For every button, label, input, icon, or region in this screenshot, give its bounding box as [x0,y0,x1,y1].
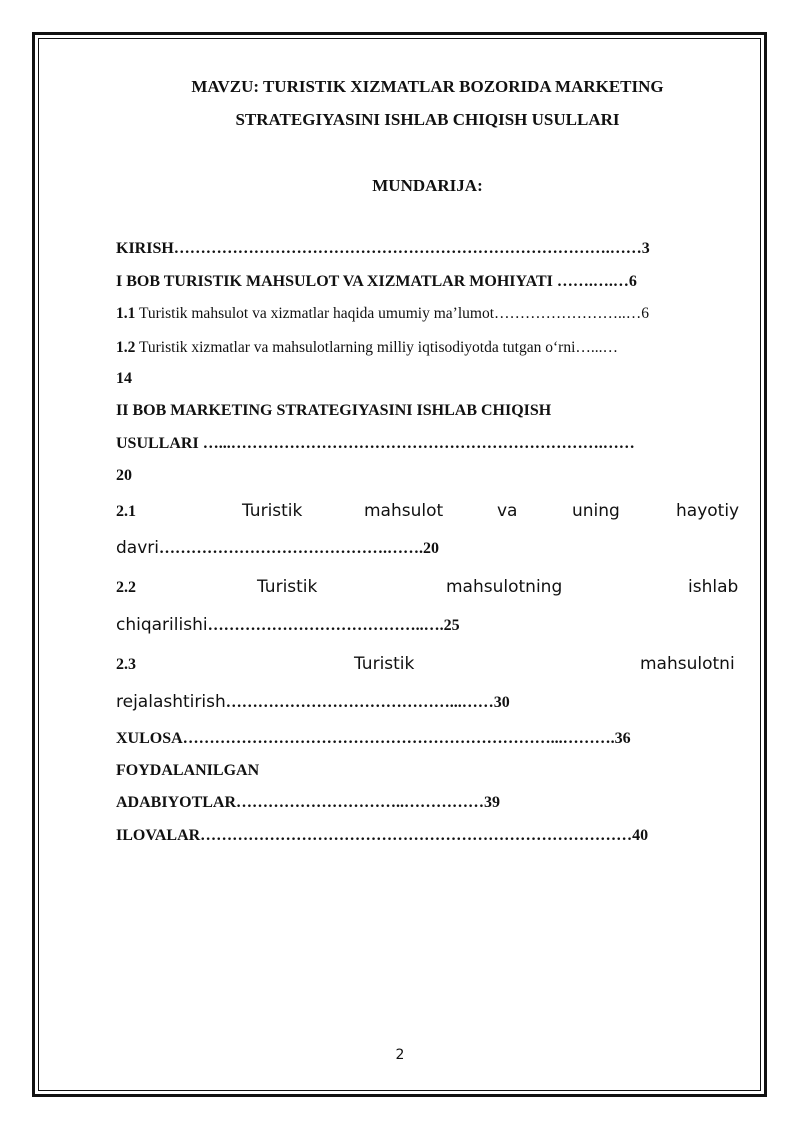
toc-entry-1-2 [116,339,618,357]
toc-entry-2-1-word: Turistik [242,501,303,521]
toc-entry-bob1: I BOB TURISTIK MAHSULOT VA XIZMATLAR MOHIYATI …….….…6 [116,273,637,290]
toc-entry-xulosa: XULOSA……………………………………………………………...……….36 [116,730,631,747]
toc-entry-2-2-word: mahsulotning [446,577,563,597]
toc-entry-2-2-word: Turistik [257,577,318,597]
toc-entry-2-1-leader: …………………………………….…….20 [158,540,439,557]
toc-entry-2-3-title: rejalashtirish [116,692,226,712]
toc-entry-2-1-word: va [497,501,518,521]
toc-entry-2-3-word: mahsulotni [640,654,735,674]
document-title-line-1: MAVZU: TURISTIK XIZMATLAR BOZORIDA MARKETING [191,77,664,96]
toc-entry-2-1-word: uning [572,501,620,521]
toc-entry-2-2-word: ishlab [688,577,739,597]
toc-entry-2-1-word: hayotiy [676,501,740,521]
toc-entry-2-1-number: 2.1 [116,503,136,520]
document-title-line-2: STRATEGIYASINI ISHLAB CHIQISH USULLARI [235,110,620,129]
toc-entry-ilovalar: ILOVALAR………………………………………………………………………40 [116,827,649,844]
toc-entry-2-1-line-2 [116,538,439,558]
toc-entry-2-1-title: davri [116,538,159,558]
toc-entry-2-2-leader: …………………………………..….25 [207,617,460,634]
toc-entry-bob2-line-2: USULLARI …...…………………………………………………………….…… [116,435,635,452]
page-number: 2 [395,1047,405,1063]
toc-entry-2-3-word: Turistik [354,654,415,674]
toc-entry-2-3-leader: ……………………………………...……30 [225,694,510,711]
toc-entry-bob2-page: 20 [116,467,132,484]
toc-entry-foydalanilgan-line-1: FOYDALANILGAN [116,762,260,779]
toc-entry-kirish: KIRISH……………………………………………………………………….……3 [116,240,650,257]
toc-entry-1-2-page: 14 [116,370,132,387]
toc-entry-2-1-word: mahsulot [364,501,444,521]
toc-entry-1-1-number: 1.1 [116,305,136,322]
toc-entry-1-1 [116,305,649,323]
toc-entry-2-2-number: 2.2 [116,579,136,596]
toc-entry-2-3-number: 2.3 [116,656,136,673]
toc-entry-bob2-line-1: II BOB MARKETING STRATEGIYASINI ISHLAB CHIQISH [116,402,552,419]
toc-entry-2-2-line-2 [116,615,460,635]
contents-heading: MUNDARIJA: [372,176,483,195]
toc-entry-2-3-line-2 [116,692,510,712]
toc-entry-1-2-number: 1.2 [116,339,136,356]
toc-entry-1-1-text: Turistik mahsulot va xizmatlar haqida umumiy ma’lumot……………………..…6 [135,305,649,322]
toc-entry-1-2-text: Turistik xizmatlar va mahsulotlarning milliy iqtisodiyotda tutgan o‘rni…...… [135,339,618,356]
toc-entry-2-2-title: chiqarilishi [116,615,208,635]
toc-entry-foydalanilgan-line-2: ADABIYOTLAR…………………………..……………39 [116,794,501,811]
